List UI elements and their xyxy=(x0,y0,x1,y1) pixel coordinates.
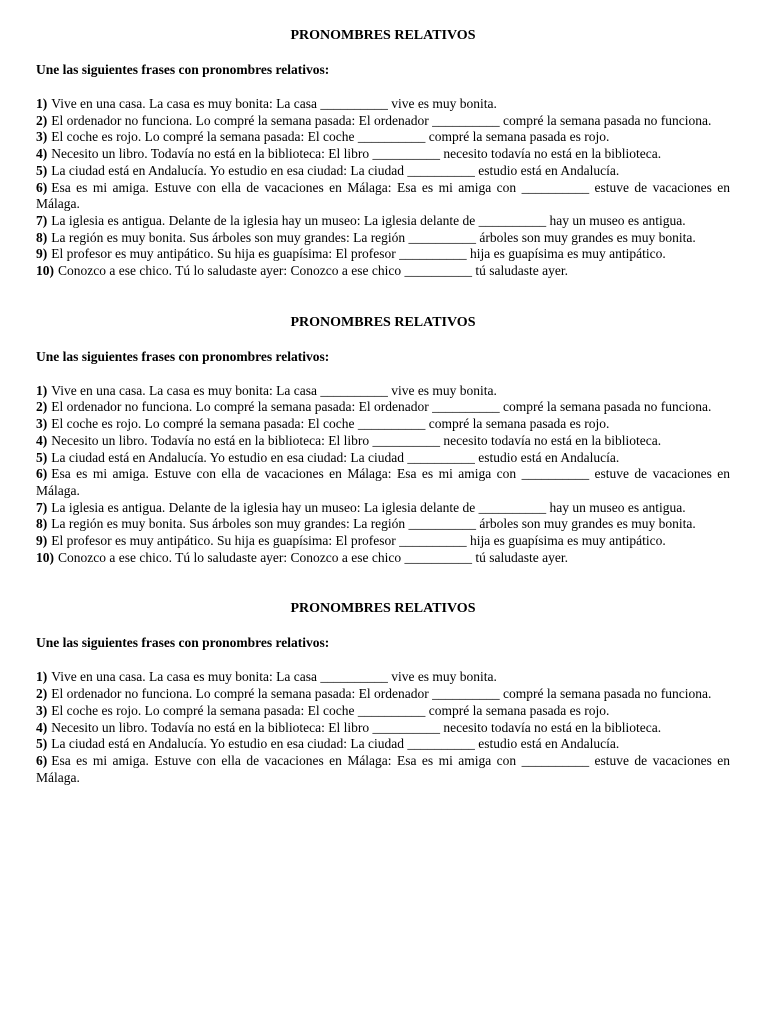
exercise-number: 3) xyxy=(36,129,48,145)
exercise-number: 5) xyxy=(36,449,48,465)
worksheet-instruction: Une las siguientes frases con pronombres relativos: xyxy=(36,348,330,364)
exercise-item xyxy=(36,163,730,180)
exercise-number: 4) xyxy=(36,719,48,735)
exercise-item xyxy=(36,180,730,213)
worksheet-block-3 xyxy=(36,601,730,786)
exercise-item xyxy=(36,516,730,533)
exercise-item xyxy=(36,703,730,720)
exercise-list xyxy=(36,96,730,280)
exercise-number: 7) xyxy=(36,212,48,228)
exercise-item xyxy=(36,383,730,400)
exercise-text: La ciudad está en Andalucía. Yo estudio en esa ciudad: La ciudad __________ estudio está en Andalucía. xyxy=(51,449,620,465)
exercise-number: 10) xyxy=(36,549,54,565)
exercise-item xyxy=(36,669,730,686)
exercise-text: Vive en una casa. La casa es muy bonita: La casa __________ vive es muy bonita. xyxy=(51,382,497,398)
exercise-text: Vive en una casa. La casa es muy bonita: La casa __________ vive es muy bonita. xyxy=(51,96,497,111)
exercise-number: 4) xyxy=(36,146,48,162)
exercise-text: Vive en una casa. La casa es muy bonita: La casa __________ vive es muy bonita. xyxy=(51,669,497,685)
exercise-number: 5) xyxy=(36,736,48,752)
exercise-item xyxy=(36,129,730,146)
exercise-text: El coche es rojo. Lo compré la semana pasada: El coche __________ compré la semana pasada es rojo. xyxy=(51,416,610,432)
exercise-list xyxy=(36,669,730,786)
exercise-text: Necesito un libro. Todavía no está en la biblioteca: El libro __________ necesito todavía no está en la biblioteca. xyxy=(51,146,662,162)
exercise-item xyxy=(36,753,730,786)
exercise-text: El coche es rojo. Lo compré la semana pasada: El coche __________ compré la semana pasada es rojo. xyxy=(51,702,610,718)
exercise-text: Conozco a ese chico. Tú lo saludaste ayer: Conozco a ese chico __________ tú saludaste ayer. xyxy=(58,263,568,279)
exercise-item xyxy=(36,213,730,230)
exercise-item xyxy=(36,433,730,450)
exercise-item xyxy=(36,230,730,247)
exercise-number: 4) xyxy=(36,432,48,448)
exercise-number: 9) xyxy=(36,533,48,549)
exercise-item xyxy=(36,246,730,263)
exercise-item xyxy=(36,720,730,737)
exercise-text: Esa es mi amiga. Estuve con ella de vacaciones en Málaga: Esa es mi amiga con __________ estuve de vacaciones en Málaga. xyxy=(36,466,730,498)
exercise-item xyxy=(36,736,730,753)
exercise-text: El profesor es muy antipático. Su hija es guapísima: El profesor __________ hija es guapísima es muy antipático. xyxy=(51,246,666,262)
exercise-text: Necesito un libro. Todavía no está en la biblioteca: El libro __________ necesito todavía no está en la biblioteca. xyxy=(51,432,662,448)
exercise-item xyxy=(36,550,730,567)
exercise-number: 9) xyxy=(36,246,48,262)
worksheet-block-2 xyxy=(36,315,730,567)
exercise-text: La región es muy bonita. Sus árboles son muy grandes: La región __________ árboles son muy grandes es muy bonita. xyxy=(51,229,696,245)
exercise-number: 6) xyxy=(36,179,48,195)
exercise-item xyxy=(36,533,730,550)
exercise-item xyxy=(36,146,730,163)
exercise-item xyxy=(36,686,730,703)
exercise-text: La iglesia es antigua. Delante de la iglesia hay un museo: La iglesia delante de __________ hay un museo es antigua. xyxy=(51,499,686,515)
exercise-text: El coche es rojo. Lo compré la semana pasada: El coche __________ compré la semana pasada es rojo. xyxy=(51,129,610,145)
exercise-number: 1) xyxy=(36,382,48,398)
worksheet-title: PRONOMBRES RELATIVOS xyxy=(290,314,476,330)
worksheet-instruction: Une las siguientes frases con pronombres relativos: xyxy=(36,62,330,77)
exercise-number: 1) xyxy=(36,96,48,111)
exercise-text: El ordenador no funciona. Lo compré la semana pasada: El ordenador __________ compré la semana pasada no funciona. xyxy=(51,112,712,128)
worksheet-block-1 xyxy=(36,28,730,280)
exercise-number: 2) xyxy=(36,399,48,415)
exercise-text: El ordenador no funciona. Lo compré la semana pasada: El ordenador __________ compré la semana pasada no funciona. xyxy=(51,686,712,702)
exercise-item xyxy=(36,96,730,113)
exercise-list xyxy=(36,383,730,567)
exercise-text: El ordenador no funciona. Lo compré la semana pasada: El ordenador __________ compré la semana pasada no funciona. xyxy=(51,399,712,415)
exercise-number: 6) xyxy=(36,752,48,768)
exercise-number: 6) xyxy=(36,466,48,482)
exercise-item xyxy=(36,466,730,499)
exercise-number: 10) xyxy=(36,263,54,279)
exercise-item xyxy=(36,113,730,130)
exercise-number: 7) xyxy=(36,499,48,515)
exercise-number: 1) xyxy=(36,669,48,685)
exercise-text: La iglesia es antigua. Delante de la iglesia hay un museo: La iglesia delante de __________ hay un museo es antigua. xyxy=(51,212,686,228)
exercise-number: 2) xyxy=(36,112,48,128)
exercise-item xyxy=(36,263,730,280)
exercise-text: Esa es mi amiga. Estuve con ella de vacaciones en Málaga: Esa es mi amiga con __________ estuve de vacaciones en Málaga. xyxy=(36,752,730,785)
worksheet-title: PRONOMBRES RELATIVOS xyxy=(290,601,476,617)
exercise-number: 3) xyxy=(36,416,48,432)
exercise-text: El profesor es muy antipático. Su hija es guapísima: El profesor __________ hija es guapísima es muy antipático. xyxy=(51,533,666,549)
exercise-number: 5) xyxy=(36,162,48,178)
exercise-text: La ciudad está en Andalucía. Yo estudio en esa ciudad: La ciudad __________ estudio está en Andalucía. xyxy=(51,736,620,752)
exercise-text: La región es muy bonita. Sus árboles son muy grandes: La región __________ árboles son muy grandes es muy bonita. xyxy=(51,516,696,532)
exercise-text: La ciudad está en Andalucía. Yo estudio en esa ciudad: La ciudad __________ estudio está en Andalucía. xyxy=(51,162,620,178)
exercise-item xyxy=(36,399,730,416)
exercise-text: Conozco a ese chico. Tú lo saludaste ayer: Conozco a ese chico __________ tú saludaste ayer. xyxy=(58,549,568,565)
exercise-item xyxy=(36,500,730,517)
exercise-text: Necesito un libro. Todavía no está en la biblioteca: El libro __________ necesito todavía no está en la biblioteca. xyxy=(51,719,662,735)
exercise-item xyxy=(36,416,730,433)
exercise-text: Esa es mi amiga. Estuve con ella de vacaciones en Málaga: Esa es mi amiga con __________ estuve de vacaciones en Málaga. xyxy=(36,179,730,212)
exercise-number: 8) xyxy=(36,229,48,245)
exercise-number: 8) xyxy=(36,516,48,532)
exercise-item xyxy=(36,450,730,467)
exercise-number: 3) xyxy=(36,702,48,718)
worksheet-title: PRONOMBRES RELATIVOS xyxy=(290,28,476,43)
worksheet-instruction: Une las siguientes frases con pronombres relativos: xyxy=(36,635,330,651)
exercise-number: 2) xyxy=(36,686,48,702)
